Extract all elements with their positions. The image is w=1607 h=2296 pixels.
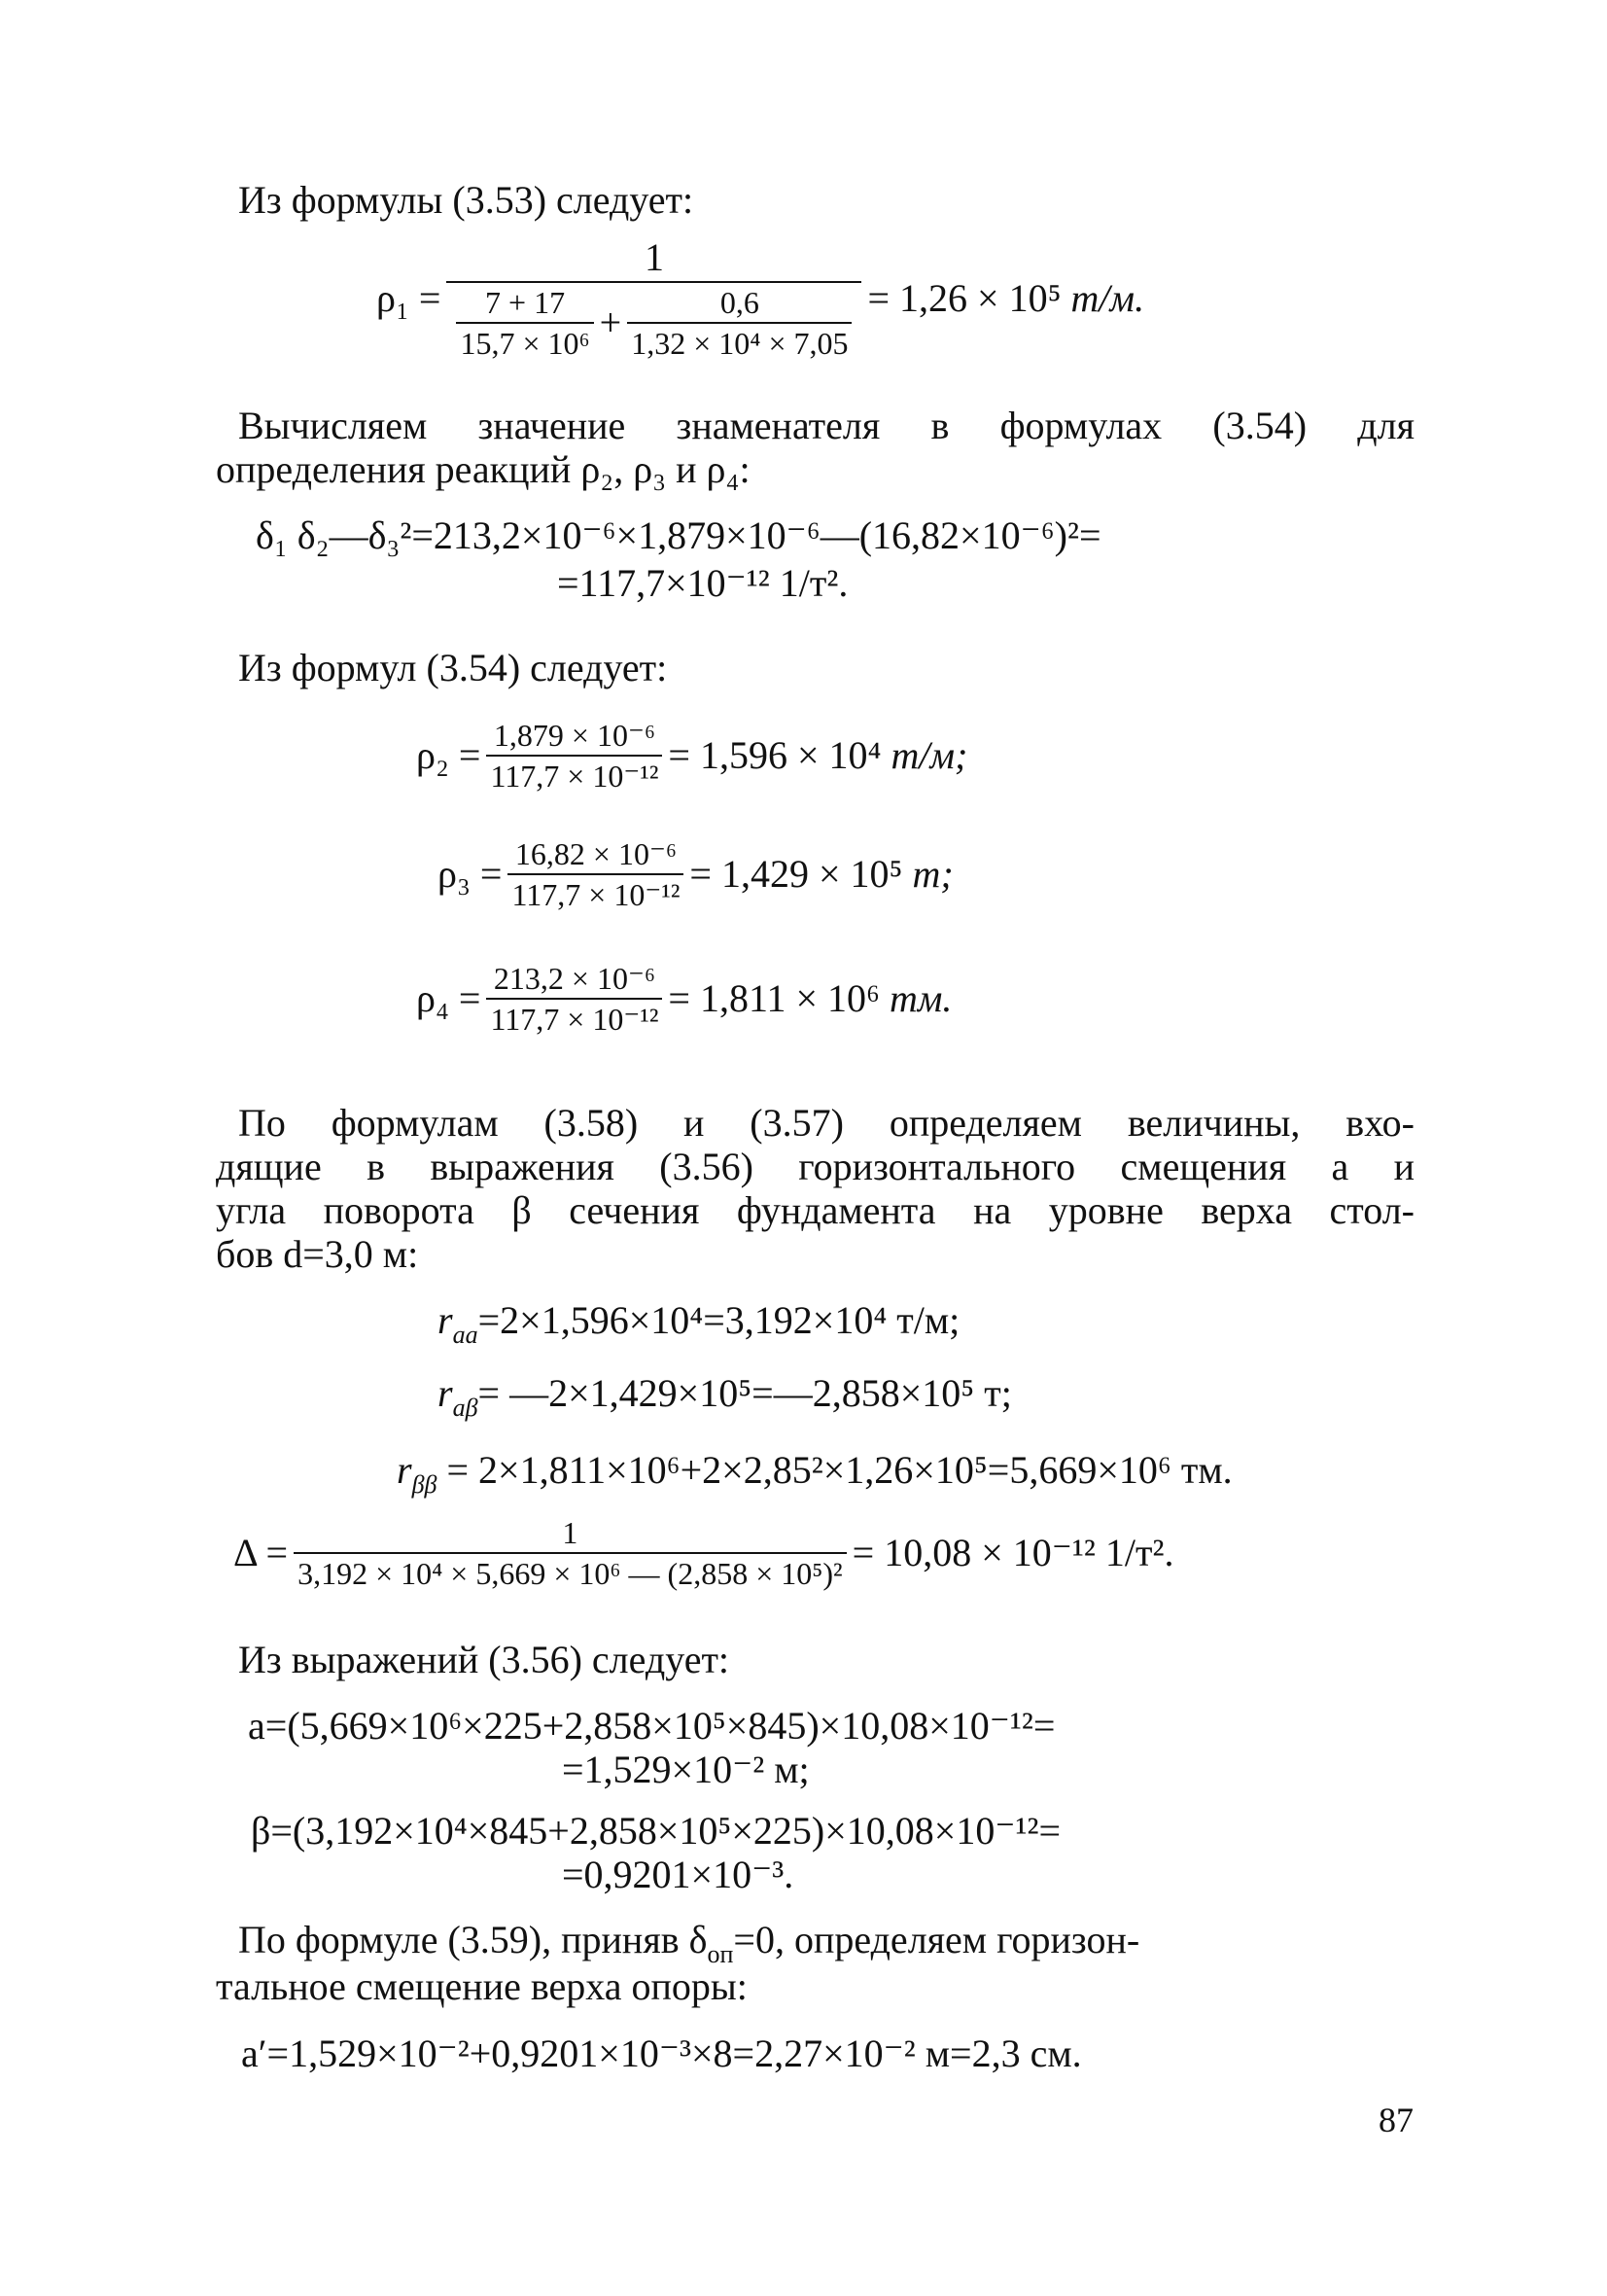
rho4-den: 117,7 × 10⁻¹²	[486, 998, 662, 1035]
rho3-lhs: ρ₃ =	[437, 852, 503, 896]
formula-r-bb	[397, 1448, 1233, 1499]
r-symbol: r	[437, 1298, 453, 1342]
formula-r-ab	[437, 1371, 1012, 1422]
rho4-fraction	[486, 963, 662, 1035]
rho3-unit: т;	[912, 852, 954, 896]
para6-line1	[238, 1918, 1415, 1968]
delta-result: = 10,08 × 10⁻¹² 1/т².	[852, 1531, 1174, 1574]
rho3-den: 117,7 × 10⁻¹²	[507, 873, 683, 910]
rho1-numerator: 1	[644, 235, 664, 279]
r-bb-expression: = 2×1,811×10⁶+2×2,85²×1,26×10⁵=5,669×10⁶ тм.	[437, 1448, 1233, 1492]
formula-r-aa	[437, 1298, 961, 1349]
r-aa-expression: =2×1,596×10⁴=3,192×10⁴ т/м;	[477, 1298, 961, 1342]
para4-line1: По формулам (3.58) и (3.57) определяем величины, вхо-	[238, 1101, 1415, 1145]
delta-subscript: оп	[707, 1940, 734, 1968]
rho4-num: 213,2 × 10⁻⁶	[493, 961, 655, 996]
rho3-result: = 1,429 × 10⁵	[689, 852, 903, 896]
sub-frac-1-num: 7 + 17	[485, 285, 566, 320]
para6-post-text: =0, определяем горизон-	[733, 1918, 1140, 1961]
r-subscript: aa	[452, 1321, 478, 1349]
delta-fraction	[294, 1517, 847, 1589]
r-symbol: r	[397, 1448, 412, 1492]
rho1-sub-fraction-2	[627, 287, 852, 359]
rho2-result: = 1,596 × 10⁴	[668, 733, 882, 777]
rho4-unit: тм.	[889, 976, 953, 1020]
rho1-result: = 1,26 × 10⁵	[867, 276, 1062, 320]
formula-rho4	[416, 963, 952, 1035]
formula-a-line2: =1,529×10⁻² м;	[562, 1748, 810, 1791]
rho1-sub-fraction-1	[456, 287, 593, 359]
r-subscript: ββ	[411, 1470, 437, 1499]
rho3-num: 16,82 × 10⁻⁶	[514, 836, 677, 871]
rho1-unit: т/м.	[1070, 276, 1145, 320]
delta-num: 1	[562, 1515, 578, 1550]
rho2-fraction	[486, 720, 662, 792]
r-subscript: aβ	[452, 1394, 478, 1422]
para2-line2: определения реакций ρ₂, ρ₃ и ρ₄:	[216, 447, 751, 491]
para2-line1: Вычисляем значение знаменателя в формулах (3.54) для	[238, 404, 1415, 447]
rho1-lhs: ρ₁ =	[376, 276, 441, 320]
rho2-num: 1,879 × 10⁻⁶	[493, 718, 655, 753]
plus-sign: +	[599, 300, 622, 344]
formula-a-prime: a′=1,529×10⁻²+0,9201×10⁻³×8=2,27×10⁻² м=2,3 см.	[241, 2031, 1082, 2075]
para6-line2: тальное смещение верха опоры:	[216, 1964, 748, 2008]
sub-frac-2-den: 1,32 × 10⁴ × 7,05	[627, 322, 852, 359]
para6-pre	[238, 1918, 1140, 1968]
intro-text-354: Из формул (3.54) следует:	[238, 646, 668, 689]
para4-line2: дящие в выражения (3.56) горизонтального смещения a и	[216, 1145, 1415, 1188]
formula-delta	[233, 1517, 1173, 1589]
para4-line3: угла поворота β сечения фундамента на уровне верха стол-	[216, 1188, 1415, 1232]
intro-text-353: Из формулы (3.53) следует:	[238, 178, 694, 222]
formula-beta-line1: β=(3,192×10⁴×845+2,858×10⁵×225)×10,08×10⁻¹²=	[251, 1809, 1062, 1853]
rho1-fraction	[446, 235, 861, 361]
formula-a-line1: a=(5,669×10⁶×225+2,858×10⁵×845)×10,08×10⁻¹²=	[248, 1704, 1056, 1748]
formula-rho2	[416, 720, 967, 792]
sub-frac-2-num: 0,6	[719, 285, 759, 320]
r-ab-expression: = —2×1,429×10⁵=—2,858×10⁵ т;	[477, 1371, 1012, 1415]
sub-frac-1-den: 15,7 × 10⁶	[456, 322, 593, 359]
rho4-lhs: ρ₄ =	[416, 976, 481, 1020]
rho2-den: 117,7 × 10⁻¹²	[486, 755, 662, 792]
delta-lhs: Δ =	[233, 1531, 289, 1574]
rho2-lhs: ρ₂ =	[416, 733, 481, 777]
intro-text-356: Из выражений (3.56) следует:	[238, 1638, 730, 1681]
formula-delta-product-line2: =117,7×10⁻¹² 1/т².	[557, 561, 849, 605]
formula-rho1	[376, 235, 1145, 361]
page-number: 87	[1379, 2101, 1414, 2139]
para4-line4: бов d=3,0 м:	[216, 1232, 419, 1276]
para6-pre-text: По формуле (3.59), приняв δ	[238, 1918, 708, 1961]
rho1-denominator	[446, 281, 861, 359]
rho4-result: = 1,811 × 10⁶	[668, 976, 880, 1020]
formula-delta-product-line1: δ₁ δ₂—δ₃²=213,2×10⁻⁶×1,879×10⁻⁶—(16,82×10⁻⁶)²=	[256, 513, 1101, 557]
rho3-fraction	[507, 838, 683, 910]
delta-den: 3,192 × 10⁴ × 5,669 × 10⁶ — (2,858 × 10⁵)²	[294, 1552, 847, 1589]
r-symbol: r	[437, 1371, 453, 1415]
formula-rho3	[437, 838, 954, 910]
formula-beta-line2: =0,9201×10⁻³.	[562, 1853, 794, 1896]
rho2-unit: т/м;	[891, 733, 968, 777]
